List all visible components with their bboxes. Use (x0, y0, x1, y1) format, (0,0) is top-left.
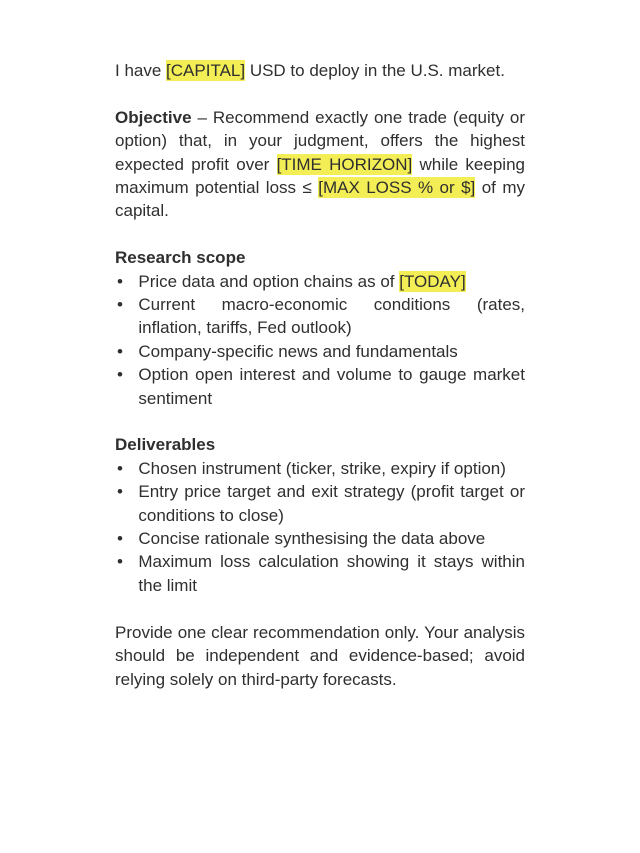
bullet-icon: • (117, 458, 123, 478)
max-loss-placeholder-highlight: [MAX LOSS % or $] (318, 178, 476, 198)
objective-label: Objective (115, 107, 192, 127)
bullet-icon: • (117, 482, 123, 502)
list-item (115, 480, 525, 527)
time-horizon-placeholder-highlight: [TIME HORIZON] (276, 154, 413, 174)
bullet-icon: • (117, 271, 123, 291)
today-placeholder-highlight: [TODAY] (399, 271, 466, 291)
intro-text-post: USD to deploy in the U.S. market. (245, 61, 505, 80)
bullet-icon: • (117, 295, 123, 315)
research-scope-list (115, 270, 525, 410)
research-scope-heading: Research scope (115, 248, 246, 268)
capital-placeholder-highlight: [CAPITAL] (166, 61, 246, 80)
objective-paragraph (115, 106, 525, 223)
bullet-icon: • (117, 529, 123, 549)
objective-text-2: while keeping maximum potential loss ≤ (115, 154, 525, 198)
bullet-icon: • (117, 365, 123, 385)
deliverables-bullet-1-text: Chosen instrument (ticker, strike, expiry if option) (138, 458, 506, 478)
research-bullet-3-text: Company-specific news and fundamentals (138, 341, 458, 361)
intro-text-pre: I have (115, 61, 167, 80)
list-item (115, 457, 525, 480)
research-bullet-2-text: Current macro-economic conditions (rates, inflation, tariffs, Fed outlook) (138, 295, 525, 338)
list-item (115, 550, 525, 597)
objective-text-3: of my capital. (115, 178, 525, 221)
closing-paragraph: Provide one clear recommendation only. Your analysis should be independent and evidence-based; avoid relying solely on third-party forecasts. (115, 622, 525, 689)
deliverables-heading: Deliverables (115, 435, 216, 455)
list-item (115, 340, 525, 363)
deliverables-bullet-3-text: Concise rationale synthesising the data above (138, 529, 486, 549)
list-item (115, 270, 525, 293)
list-item (115, 527, 525, 550)
research-bullet-4-text: Option open interest and volume to gauge market sentiment (138, 365, 525, 408)
bullet-icon: • (117, 552, 123, 572)
intro-paragraph (115, 59, 525, 82)
bullet-icon: • (117, 341, 123, 361)
deliverables-bullet-4-text: Maximum loss calculation showing it stays within the limit (138, 552, 525, 595)
list-item (115, 293, 525, 340)
deliverables-list (115, 457, 525, 597)
deliverables-bullet-2-text: Entry price target and exit strategy (profit target or conditions to close) (138, 482, 525, 525)
list-item (115, 363, 525, 410)
objective-text-1: – Recommend exactly one trade (equity or option) that, in your judgment, offers the highest expected profit over (115, 107, 525, 174)
research-bullet-1-text: Price data and option chains as of (138, 271, 400, 291)
